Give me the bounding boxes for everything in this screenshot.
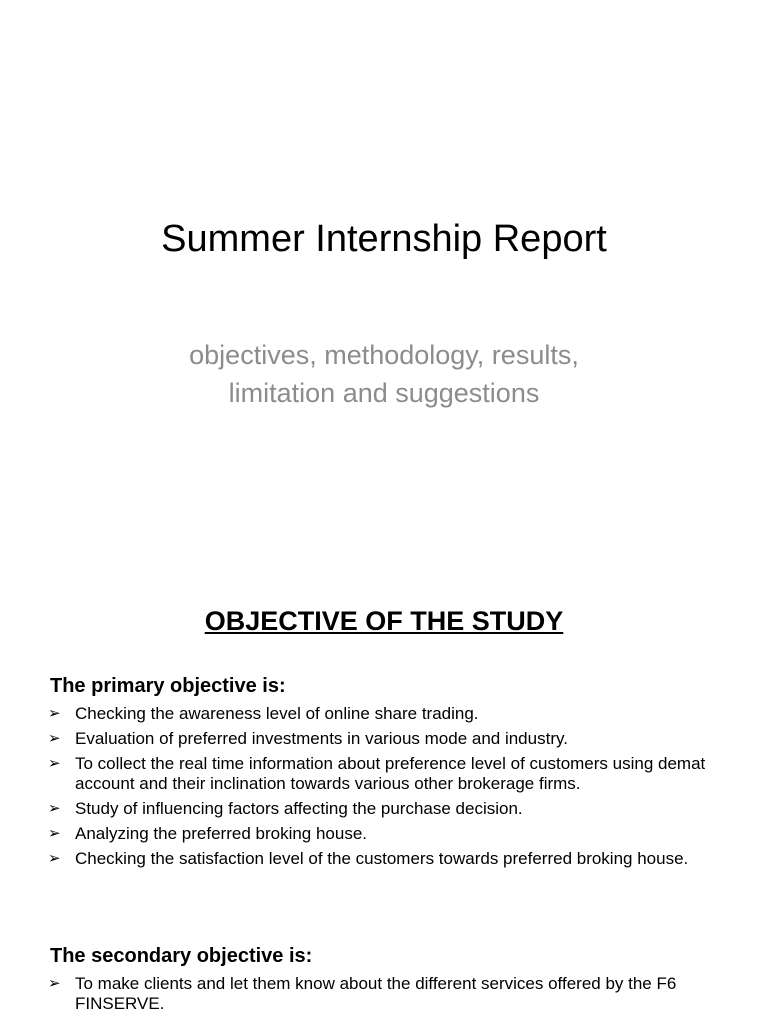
list-item [48, 824, 738, 844]
arrow-bullet-icon: ➢ [48, 730, 61, 747]
arrow-bullet-icon: ➢ [48, 705, 61, 722]
list-item-text: Evaluation of preferred investments in various mode and industry. [75, 729, 568, 748]
list-item-text: To collect the real time information about preference level of customers using demat account and their inclination towards various other brokerage firms. [75, 754, 706, 793]
list-item [48, 704, 738, 724]
subtitle-line: limitation and suggestions [228, 378, 540, 408]
list-item-text: Checking the awareness level of online share trading. [75, 704, 479, 723]
arrow-bullet-icon: ➢ [48, 850, 61, 867]
list-item-text: To make clients and let them know about the different services offered by the F6 FINSERVE. [75, 974, 677, 1013]
slide-title: Summer Internship Report [161, 218, 607, 260]
subtitle-line: objectives, methodology, results, [189, 340, 579, 370]
arrow-bullet-icon: ➢ [48, 755, 61, 772]
list-item-text: Checking the satisfaction level of the customers towards preferred broking house. [75, 849, 689, 868]
list-item [48, 729, 738, 749]
arrow-bullet-icon: ➢ [48, 800, 61, 817]
secondary-objective-heading: The secondary objective is: [50, 945, 313, 967]
list-item [48, 799, 738, 819]
arrow-bullet-icon: ➢ [48, 975, 61, 992]
list-item [48, 974, 738, 1014]
arrow-bullet-icon: ➢ [48, 825, 61, 842]
section-heading: OBJECTIVE OF THE STUDY [204, 606, 564, 636]
primary-objective-heading: The primary objective is: [50, 675, 286, 697]
secondary-objective-list [48, 974, 738, 1019]
list-item-text: Study of influencing factors affecting the purchase decision. [75, 799, 523, 818]
slide-subtitle [0, 336, 768, 412]
list-item [48, 754, 738, 794]
list-item-text: Analyzing the preferred broking house. [75, 824, 368, 843]
primary-objective-list [48, 704, 738, 874]
list-item [48, 849, 738, 869]
objectives-slide [0, 576, 768, 1024]
